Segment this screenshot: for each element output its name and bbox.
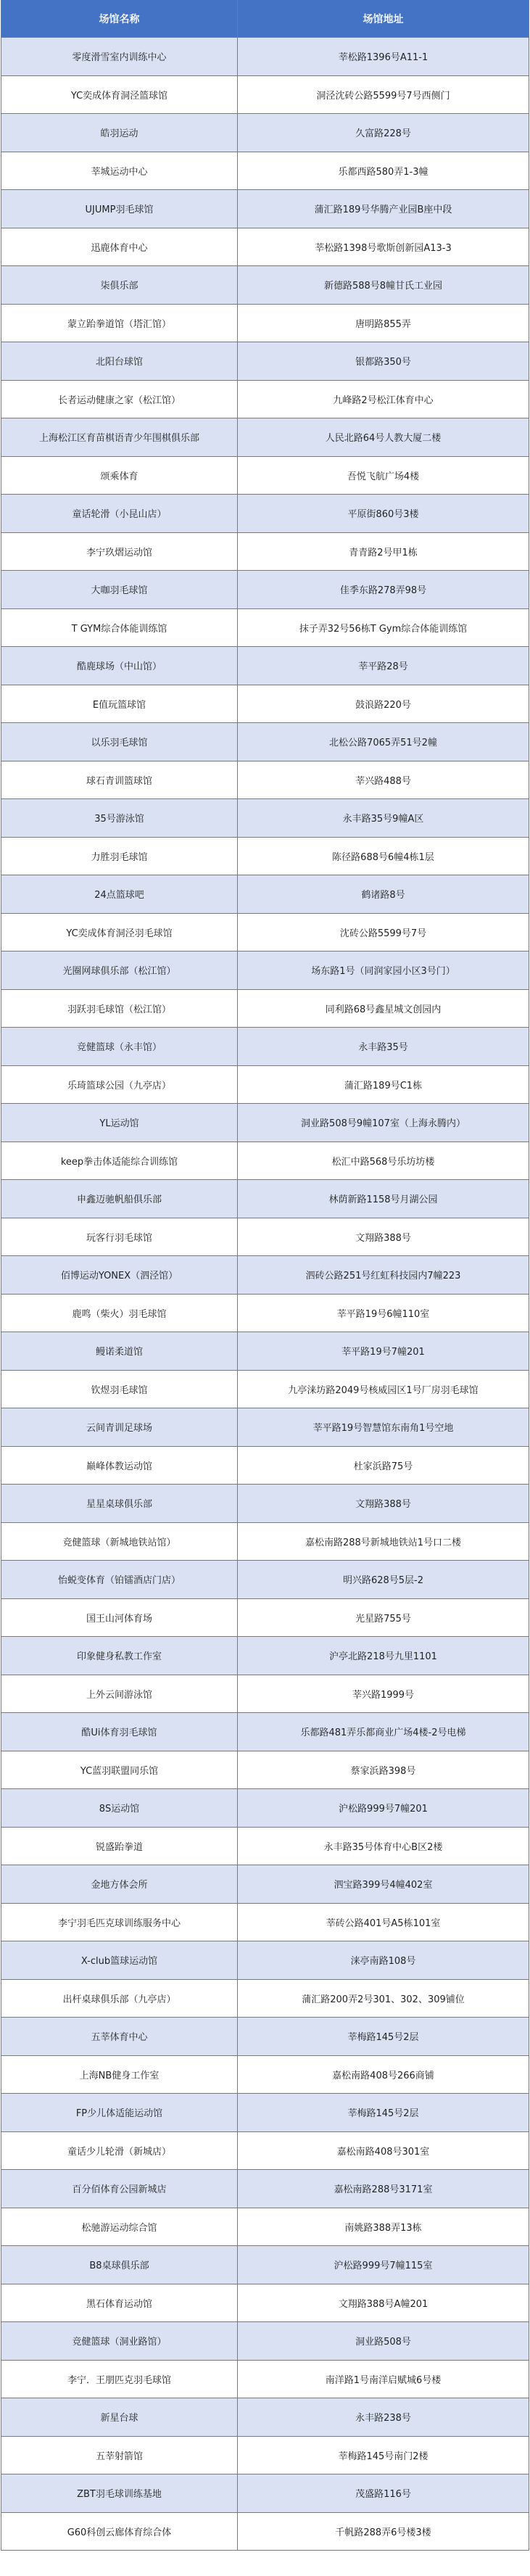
- table-row: [1, 1675, 529, 1714]
- venue-name-cell: 李宁．王朋匹克羽毛球馆: [1, 2361, 238, 2398]
- table-row: [1, 571, 529, 609]
- venue-name-cell: 球石青训篮球馆: [1, 761, 238, 799]
- venue-address-cell: 鹤诸路8号: [361, 890, 405, 901]
- venue-name-cell: 迅鹿体育中心: [1, 228, 238, 266]
- venue-name-cell: 玩客行羽毛球馆: [1, 1218, 238, 1256]
- table-row: [1, 2361, 529, 2399]
- venue-address-cell: 蒲汇路189号华腾产业园B座中段: [314, 205, 452, 216]
- venue-address-cell: 莘平路19号6幢110室: [336, 1308, 430, 1320]
- venue-name-cell: E值玩篮球馆: [1, 685, 238, 723]
- table-row: [1, 533, 529, 571]
- venue-name-cell: 黑石体育运动馆: [1, 2284, 238, 2322]
- venue-name-cell: X-club篮球运动馆: [1, 1941, 238, 1979]
- table-row: [1, 1789, 529, 1828]
- venue-name-cell: 锐盛跆拳道: [1, 1828, 238, 1865]
- venue-name-cell: 以乐羽毛球馆: [1, 723, 238, 761]
- table-row: [1, 2170, 529, 2208]
- table-row: [1, 305, 529, 343]
- venue-address-cell: 洞泾沈砖公路5599号7号西侧门: [316, 90, 450, 102]
- venue-address-cell: 南洋路1号南洋启赋城6号楼: [325, 2374, 442, 2386]
- venue-name-cell: 鳗诺柔道馆: [1, 1332, 238, 1370]
- table-row: [1, 152, 529, 191]
- venue-name-cell: 星星桌球俱乐部: [1, 1485, 238, 1522]
- venue-address-cell: 泗砖公路251号红虹科技园内7幢223: [305, 1271, 461, 1282]
- table-row: [1, 1941, 529, 1980]
- table-row: [1, 685, 529, 724]
- venue-address-cell: 文翔路388号A幢201: [338, 2298, 428, 2310]
- table-row: [1, 1104, 529, 1142]
- venue-address-cell: 光星路755号: [355, 1613, 411, 1625]
- venue-name-cell: 印象健身私教工作室: [1, 1637, 238, 1675]
- venue-address-cell: 莘砖公路401号A5栋101室: [326, 1917, 441, 1929]
- venue-address-cell: 莘兴路1999号: [352, 1689, 415, 1701]
- venue-name-cell: 羽跃羽毛球馆（松江馆）: [1, 990, 238, 1028]
- venue-address-cell: 洞业路508号: [355, 2337, 411, 2348]
- table-row: [1, 951, 529, 990]
- venue-name-cell: 鹿鸣（柴火）羽毛球馆: [1, 1295, 238, 1332]
- venue-address-cell: 洞业路508号9幢107室（上海永腾内）: [301, 1118, 465, 1130]
- venue-name-cell: 35号游泳馆: [1, 799, 238, 837]
- venue-address-cell: 明兴路628号5层-2: [342, 1575, 424, 1587]
- venue-name-cell: YC蓝羽联盟同乐馆: [1, 1751, 238, 1789]
- venue-address-cell: 九峰路2号松江体育中心: [333, 395, 434, 406]
- table-row: [1, 1523, 529, 1561]
- venue-address-cell: 沪松路999号7幢115室: [334, 2261, 433, 2272]
- venue-address-cell: 涞亭南路108号: [350, 1956, 416, 1968]
- table-row: [1, 1865, 529, 1904]
- table-body: [1, 38, 529, 2551]
- table-row: [1, 1713, 529, 1751]
- venue-name-cell: 佰博运动YONEX（泗泾馆）: [1, 1256, 238, 1294]
- venue-address-cell: 莘梅路145号南门2楼: [338, 2451, 428, 2462]
- venue-address-cell: 陈径路688号6幢4栋1层: [332, 851, 434, 863]
- venue-name-cell: YL运动馆: [1, 1104, 238, 1142]
- table-row: [1, 1295, 529, 1333]
- venue-address-cell: 永丰路238号: [355, 2413, 411, 2424]
- venue-address-cell: 莘平路28号: [358, 661, 408, 673]
- venue-address-cell: 蔡家浜路398号: [350, 1765, 416, 1777]
- table-row: [1, 1828, 529, 1866]
- venue-name-cell: 童话轮滑（小昆山店）: [1, 495, 238, 532]
- venue-name-cell: 金地方体会所: [1, 1865, 238, 1903]
- venue-address-cell: 抹子弄32号56栋T Gym综合体能训练馆: [299, 623, 468, 635]
- venue-name-cell: 莘城运动中心: [1, 152, 238, 190]
- table-row: [1, 495, 529, 533]
- venue-name-cell: 上外云间游泳馆: [1, 1675, 238, 1713]
- venue-name-cell: 酷鹿球场（中山馆）: [1, 647, 238, 685]
- table-row: [1, 1751, 529, 1790]
- venue-address-cell: 茂盛路116号: [355, 2489, 411, 2501]
- venue-name-cell: 上海NB健身工作室: [1, 2056, 238, 2094]
- header-venue-address: 场馆地址: [363, 13, 404, 25]
- table-row: [1, 2132, 529, 2171]
- table-row: [1, 2018, 529, 2056]
- venue-address-cell: 青青路2号甲1栋: [349, 547, 418, 558]
- venue-name-cell: 零度滑雪室内训练中心: [1, 38, 238, 75]
- venue-name-cell: 百分佰体育公园新城店: [1, 2170, 238, 2208]
- venue-address-cell: 永丰路35号9幢A区: [342, 814, 424, 825]
- venue-name-cell: 8S运动馆: [1, 1789, 238, 1827]
- venue-name-cell: 五莘体育中心: [1, 2018, 238, 2055]
- venue-name-cell: 出杆桌球俱乐部（九亭店）: [1, 1980, 238, 2018]
- table-row: [1, 266, 529, 305]
- venue-address-cell: 人民北路64号人教大厦二楼: [325, 433, 442, 445]
- venue-address-cell: 莘松路1396号A11-1: [338, 52, 428, 64]
- table-row: [1, 875, 529, 914]
- table-row: [1, 2513, 529, 2551]
- venue-table: [1, 0, 529, 2551]
- table-row: [1, 38, 529, 76]
- venue-name-cell: G60科创云廊体育综合体: [1, 2513, 238, 2551]
- venue-name-cell: 申鑫迈驰帆船俱乐部: [1, 1180, 238, 1218]
- venue-address-cell: 佳季东路278弄98号: [339, 585, 427, 597]
- table-row: [1, 1980, 529, 2018]
- venue-address-cell: 莘平路19号7幢201: [341, 1347, 425, 1358]
- venue-name-cell: 李宁玖熠运动馆: [1, 533, 238, 571]
- table-row: [1, 1904, 529, 1942]
- venue-name-cell: B8桌球俱乐部: [1, 2246, 238, 2284]
- table-row: [1, 1371, 529, 1409]
- venue-address-cell: 莘梅路145号2层: [347, 2032, 419, 2044]
- venue-name-cell: 大咖羽毛球馆: [1, 571, 238, 608]
- venue-address-cell: 莘梅路145号2层: [347, 2108, 419, 2120]
- venue-name-cell: 上海松江区育苗棋语青少年围棋俱乐部: [1, 418, 238, 456]
- table-row: [1, 647, 529, 685]
- venue-address-cell: 嘉松南路288号3171室: [334, 2184, 433, 2196]
- header-venue-name: 场馆名称: [1, 0, 238, 37]
- table-row: [1, 723, 529, 761]
- venue-address-cell: 银都路350号: [355, 357, 411, 368]
- venue-address-cell: 同利路68号鑫星城文创园内: [325, 1004, 442, 1015]
- venue-address-cell: 乐都路481弄乐都商业广场4楼-2号电梯: [300, 1727, 466, 1739]
- venue-address-cell: 文翔路388号: [355, 1499, 411, 1511]
- venue-name-cell: 力胜羽毛球馆: [1, 838, 238, 875]
- table-row: [1, 1447, 529, 1485]
- venue-address-cell: 嘉松南路288号新城地铁站1号口二楼: [305, 1537, 462, 1548]
- venue-name-cell: 24点篮球吧: [1, 875, 238, 913]
- venue-name-cell: 巅峰体教运动馆: [1, 1447, 238, 1485]
- venue-address-cell: 文翔路388号: [355, 1232, 411, 1244]
- venue-address-cell: 林荫新路1158号月湖公园: [328, 1194, 438, 1206]
- venue-address-cell: 久富路228号: [355, 128, 411, 140]
- venue-address-cell: 蒲汇路200弄2号301、302、309铺位: [302, 1994, 465, 2005]
- venue-address-cell: 莘松路1398号歌斯创新园A13-3: [315, 242, 452, 254]
- venue-name-cell: 长者运动健康之家（松江馆）: [1, 381, 238, 418]
- table-row: [1, 418, 529, 457]
- venue-name-cell: 乐琦篮球公园（九亭店）: [1, 1066, 238, 1104]
- venue-address-cell: 平原街860号3楼: [347, 509, 419, 521]
- table-row: [1, 2056, 529, 2094]
- table-row: [1, 114, 529, 152]
- venue-name-cell: 皓羽运动: [1, 114, 238, 152]
- table-row: [1, 457, 529, 495]
- venue-address-cell: 新德路588号8幢甘氏工业园: [323, 281, 443, 292]
- venue-name-cell: 竞健篮球（洞业路馆）: [1, 2322, 238, 2360]
- venue-address-cell: 南姚路388弄13栋: [344, 2222, 422, 2234]
- table-row: [1, 1332, 529, 1371]
- table-row: [1, 761, 529, 800]
- venue-name-cell: FP少儿体适能运动馆: [1, 2094, 238, 2131]
- venue-address-cell: 沪亭北路218号九里1101: [329, 1651, 437, 1663]
- venue-address-cell: 沪松路999号7幢201: [339, 1804, 428, 1815]
- table-row: [1, 2094, 529, 2132]
- venue-name-cell: ZBT羽毛球训练基地: [1, 2474, 238, 2512]
- table-row: [1, 1180, 529, 1218]
- venue-name-cell: keep拳击体适能综合训练馆: [1, 1142, 238, 1180]
- venue-address-cell: 蒲汇路189号C1栋: [344, 1080, 423, 1091]
- venue-address-cell: 永丰路35号: [358, 1042, 408, 1054]
- table-header: [1, 0, 529, 38]
- venue-address-cell: 沈砖公路5599号7号: [339, 928, 427, 939]
- venue-name-cell: 新星台球: [1, 2398, 238, 2436]
- table-row: [1, 990, 529, 1028]
- venue-address-cell: 嘉松南路408号266商铺: [332, 2070, 434, 2081]
- venue-address-cell: 泗宝路399号4幢402室: [334, 1880, 433, 1891]
- table-row: [1, 1028, 529, 1066]
- table-row: [1, 2246, 529, 2284]
- table-row: [1, 1561, 529, 1599]
- venue-name-cell: 蒙立跆拳道馆（塔汇馆）: [1, 305, 238, 342]
- venue-name-cell: 钦煜羽毛球馆: [1, 1371, 238, 1408]
- venue-name-cell: 北阳台球馆: [1, 342, 238, 380]
- venue-address-cell: 杜家浜路75号: [353, 1461, 413, 1472]
- table-row: [1, 1066, 529, 1105]
- table-row: [1, 838, 529, 876]
- venue-name-cell: YC奕成体育洞泾篮球馆: [1, 76, 238, 114]
- table-row: [1, 2284, 529, 2323]
- table-row: [1, 799, 529, 838]
- venue-address-cell: 嘉松南路408号301室: [336, 2146, 430, 2158]
- table-row: [1, 1142, 529, 1181]
- venue-name-cell: 云间青训足球场: [1, 1408, 238, 1446]
- table-row: [1, 609, 529, 648]
- venue-name-cell: 竞健篮球（新城地铁站馆）: [1, 1523, 238, 1561]
- venue-name-cell: 柒俱乐部: [1, 266, 238, 304]
- table-row: [1, 190, 529, 228]
- venue-name-cell: 竞健篮球（永丰馆）: [1, 1028, 238, 1065]
- venue-name-cell: 李宁羽毛匹克球训练服务中心: [1, 1904, 238, 1941]
- venue-name-cell: T GYM综合体能训练馆: [1, 609, 238, 647]
- venue-address-cell: 松汇中路568号乐坊坊楼: [331, 1156, 435, 1168]
- venue-address-cell: 鼓浪路220号: [355, 699, 411, 711]
- venue-address-cell: 吾悦飞航广场4楼: [347, 471, 420, 482]
- venue-address-cell: 永丰路35号体育中心B区2楼: [323, 1841, 443, 1853]
- table-row: [1, 1256, 529, 1295]
- venue-name-cell: 酷Ui体育羽毛球馆: [1, 1713, 238, 1751]
- table-row: [1, 76, 529, 115]
- venue-address-cell: 北松公路7065弄51号2幢: [329, 738, 437, 749]
- venue-address-cell: 场东路1号（同润家园小区3号门）: [311, 966, 455, 978]
- venue-address-cell: 乐都西路580弄1-3幢: [338, 166, 428, 178]
- venue-address-cell: 九亭涞坊路2049号核威园区1号厂房羽毛球馆: [288, 1384, 479, 1396]
- venue-name-cell: 松驰游运动综合馆: [1, 2208, 238, 2246]
- table-row: [1, 1218, 529, 1257]
- venue-address-cell: 唐明路855弄: [355, 318, 411, 330]
- venue-name-cell: 怡蜕变体育（铂镭酒店门店）: [1, 1561, 238, 1598]
- venue-address-cell: 千帆路288弄6号楼3楼: [335, 2527, 431, 2538]
- table-row: [1, 342, 529, 381]
- venue-name-cell: UJUMP羽毛球馆: [1, 190, 238, 228]
- venue-address-cell: 莘平路19号智慧馆东南角1号空地: [312, 1423, 454, 1434]
- venue-name-cell: 颂乘体育: [1, 457, 238, 495]
- table-row: [1, 2474, 529, 2513]
- table-row: [1, 2322, 529, 2361]
- table-row: [1, 1408, 529, 1447]
- table-row: [1, 1599, 529, 1638]
- table-row: [1, 1485, 529, 1523]
- table-row: [1, 914, 529, 952]
- venue-name-cell: YC奕成体育洞泾羽毛球馆: [1, 914, 238, 951]
- venue-name-cell: 童话少儿轮滑（新城店）: [1, 2132, 238, 2170]
- table-row: [1, 1637, 529, 1675]
- venue-name-cell: 五莘射箭馆: [1, 2437, 238, 2474]
- table-row: [1, 2398, 529, 2437]
- table-row: [1, 228, 529, 267]
- table-row: [1, 2208, 529, 2247]
- venue-name-cell: 光圈网球俱乐部（松江馆）: [1, 951, 238, 989]
- venue-address-cell: 莘兴路488号: [355, 775, 411, 787]
- venue-name-cell: 国王山河体育场: [1, 1599, 238, 1637]
- table-row: [1, 381, 529, 419]
- table-row: [1, 2437, 529, 2475]
